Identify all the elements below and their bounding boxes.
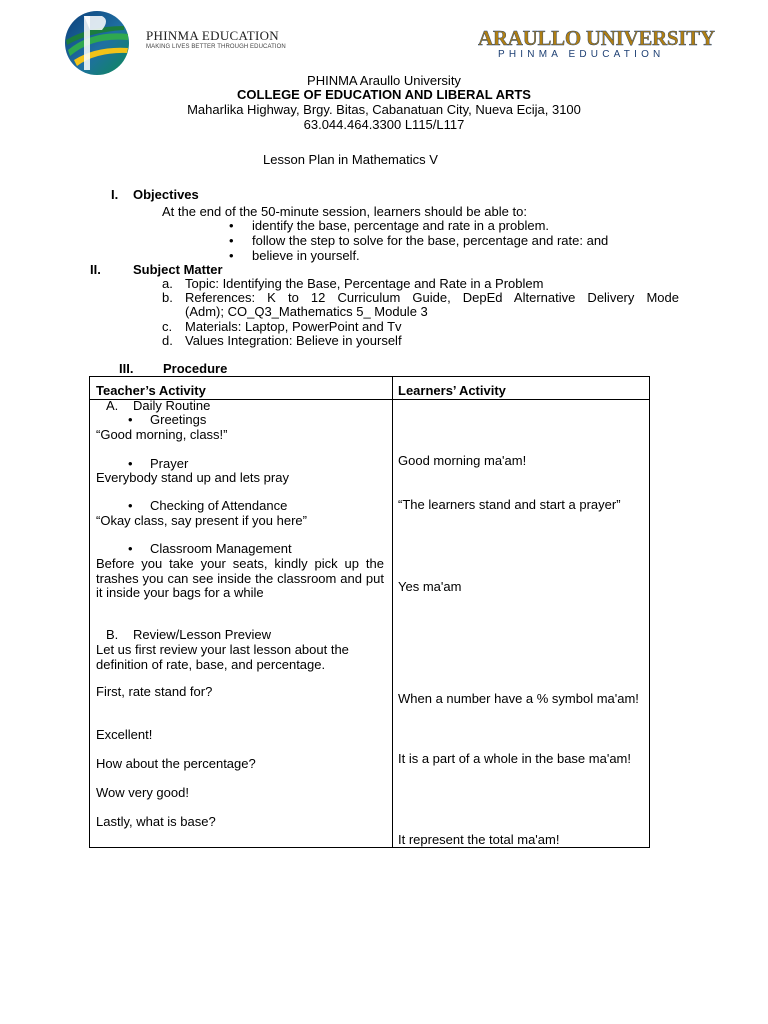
objective-item: • identify the base, percentage and rate in a problem. xyxy=(229,218,550,233)
subject-item-materials: Materials: Laptop, PowerPoint and Tv xyxy=(185,319,402,334)
praise-excellent: Excellent! xyxy=(96,727,153,742)
procedure-table xyxy=(89,376,650,848)
college-name: COLLEGE OF EDUCATION AND LIBERAL ARTS xyxy=(237,87,531,102)
bullet-icon: • xyxy=(128,498,133,513)
attendance-label: Checking of Attendance xyxy=(150,498,288,513)
phinma-logo-title: PHINMA EDUCATION xyxy=(146,28,279,43)
management-text: Before you take your seats, kindly pick up the trashes you can see inside the classroom and put it inside your bags for a while xyxy=(96,556,384,600)
learner-response: “The learners stand and start a prayer” xyxy=(398,497,621,512)
subject-matter-numeral: II. xyxy=(90,262,101,277)
section-a-label: A. xyxy=(106,398,119,413)
attendance-line: “Okay class, say present if you here” xyxy=(96,513,307,528)
lesson-title: Lesson Plan in Mathematics V xyxy=(263,152,438,167)
management-label: Classroom Management xyxy=(150,541,292,556)
phinma-logo-tagline: MAKING LIVES BETTER THROUGH EDUCATION xyxy=(146,44,286,50)
institution-name: PHINMA Araullo University xyxy=(307,73,461,88)
araullo-logo-title: ARAULLO UNIVERSITY xyxy=(478,26,715,50)
subject-item-letter: d. xyxy=(162,333,173,348)
learners-activity-header: Learners’ Activity xyxy=(398,383,506,398)
section-a-title: Daily Routine xyxy=(133,398,211,413)
section-b-label: B. xyxy=(106,627,119,642)
teacher-activity-header: Teacher’s Activity xyxy=(96,383,206,398)
question-rate: First, rate stand for? xyxy=(96,684,213,699)
institution-phone: 63.044.464.3300 L115/L117 xyxy=(303,117,465,132)
objectives-numeral: I. xyxy=(111,187,119,202)
learner-response: Good morning ma'am! xyxy=(398,453,527,468)
greetings-label: Greetings xyxy=(150,412,207,427)
araullo-logo-subtitle: PHINMA EDUCATION xyxy=(498,49,665,60)
subject-item-letter: a. xyxy=(162,276,173,291)
question-percentage: How about the percentage? xyxy=(96,756,256,771)
prayer-line: Everybody stand up and lets pray xyxy=(96,470,289,485)
column-divider xyxy=(392,377,393,847)
procedure-numeral: III. xyxy=(119,361,134,376)
bullet-icon: • xyxy=(128,412,133,427)
phinma-emblem-icon xyxy=(62,10,132,76)
review-text: Let us first review your last lesson about the definition of rate, base, and percentage. xyxy=(96,642,349,672)
question-base: Lastly, what is base? xyxy=(96,814,216,829)
phinma-education-logo xyxy=(62,10,286,76)
learner-response: When a number have a % symbol ma'am! xyxy=(398,691,639,706)
greeting-line: “Good morning, class!” xyxy=(96,427,228,442)
learner-response: Yes ma'am xyxy=(398,579,462,594)
objectives-heading: Objectives xyxy=(133,187,199,202)
learner-response: It is a part of a whole in the base ma'am! xyxy=(398,751,631,766)
bullet-icon: • xyxy=(229,248,234,263)
objectives-list xyxy=(229,218,609,263)
procedure-heading: Procedure xyxy=(163,361,228,376)
objectives-intro: At the end of the 50-minute session, learners should be able to: xyxy=(162,204,527,219)
subject-item-letter: b. xyxy=(162,290,173,305)
subject-item-references: References: K to 12 Curriculum Guide, DepEd Alternative Delivery Mode xyxy=(185,290,679,305)
bullet-icon: • xyxy=(229,218,234,233)
praise-very-good: Wow very good! xyxy=(96,785,189,800)
bullet-icon: • xyxy=(128,456,133,471)
subject-item-values: Values Integration: Believe in yourself xyxy=(185,333,402,348)
bullet-icon: • xyxy=(128,541,133,556)
subject-item-letter: c. xyxy=(162,319,173,334)
institution-address: Maharlika Highway, Brgy. Bitas, Cabanatuan City, Nueva Ecija, 3100 xyxy=(187,102,581,117)
prayer-label: Prayer xyxy=(150,456,189,471)
subject-item-topic: Topic: Identifying the Base, Percentage and Rate in a Problem xyxy=(185,276,544,291)
objective-item: • believe in yourself. xyxy=(229,248,360,263)
bullet-icon: • xyxy=(229,233,234,248)
subject-matter-heading: Subject Matter xyxy=(133,262,223,277)
objective-item: • follow the step to solve for the base, percentage and rate: and xyxy=(229,233,609,248)
section-b-title: Review/Lesson Preview xyxy=(133,627,272,642)
learner-response: It represent the total ma'am! xyxy=(398,832,560,847)
subject-item-references-cont: (Adm); CO_Q3_Mathematics 5_ Module 3 xyxy=(185,304,428,319)
